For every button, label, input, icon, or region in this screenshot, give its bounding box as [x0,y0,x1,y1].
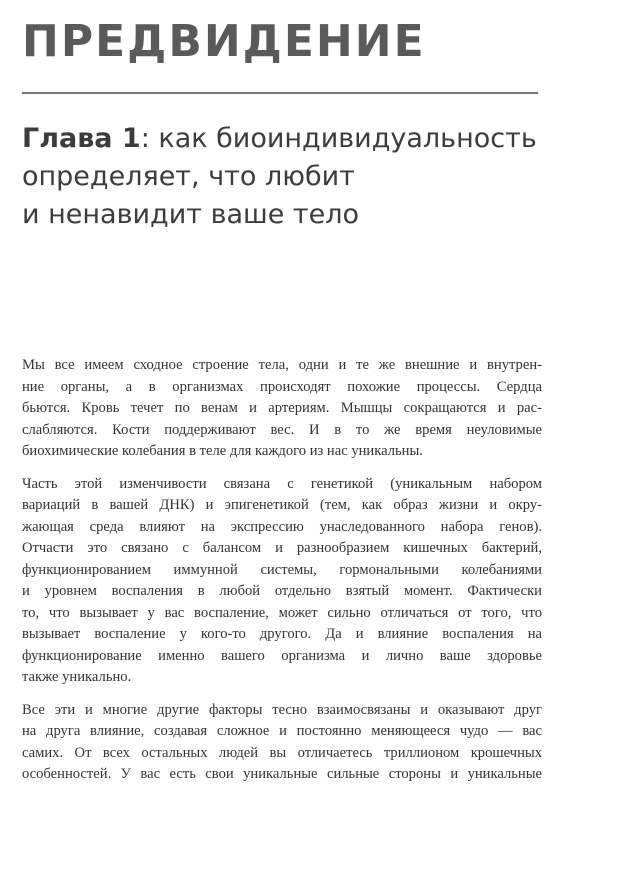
text-line: Все эти и многие другие факторы тесно взаимосвязаны и оказывают друг [22,701,542,718]
text-line: то, что вызывает у вас воспаление, может сильно отличаться от того, что [22,604,542,621]
text-line: самих. От всех остальных людей вы отличаетесь триллионом крошечных [22,744,542,761]
chapter-heading-line-1 [22,120,582,158]
text-line: на друга влияние, создавая сложное и постоянно меняющееся чудо — вас [22,723,542,739]
text-line: Часть этой изменчивости связана с генетикой (уникальным набором [22,475,542,492]
chapter-label: Глава 1 [22,123,141,154]
body-text [22,355,542,797]
chapter-heading-line-2: определяет, что любит [22,161,355,192]
text-line: функционированием иммунной системы, гормональными колебаниями [22,561,542,578]
text-line: вариаций в вашей ДНК) и эпигенетикой (тем, как образ жизни и окру- [22,497,542,513]
text-line: слабляются. Кости поддерживают вес. И в то же время неуловимые [22,421,542,438]
text-line: и уровнем воспаления в любой отдельно взятый момент. Фактически [22,583,542,599]
chapter-heading [22,120,582,234]
text-line: вызывает воспаление у кого-то другого. Да и влияние воспаления на [22,626,542,642]
text-line: функционирование именно вашего организма и лично ваше здоровье [22,647,542,664]
text-line: жающая среда влияют на экспрессию унаследованного набора генов). [22,518,542,535]
text-line: особенностей. У вас есть свои уникальные сильные стороны и уникальные [22,766,542,782]
paragraph [22,474,542,689]
chapter-heading-line-3: и ненавидит ваше тело [22,199,360,230]
text-line: бьются. Кровь течет по венам и артериям. Мышцы сокращаются и рас- [22,400,542,416]
chapter-title-part-1: : как биоиндивидуальность [140,123,537,154]
paragraph [22,700,542,786]
text-line: также уникально. [22,669,132,685]
paragraph [22,355,542,463]
text-line: Мы все имеем сходное строение тела, одни и те же внешние и внутрен- [22,357,542,373]
section-title: ПРЕДВИДЕНИЕ [22,16,426,67]
text-line: Отчасти это связано с балансом и разнообразием кишечных бактерий, [22,540,542,556]
text-line: ние органы, а в организмах происходят похожие процессы. Сердца [22,378,542,395]
text-line: биохимические колебания в теле для каждого из нас уникальны. [22,443,423,459]
title-divider [22,92,538,94]
